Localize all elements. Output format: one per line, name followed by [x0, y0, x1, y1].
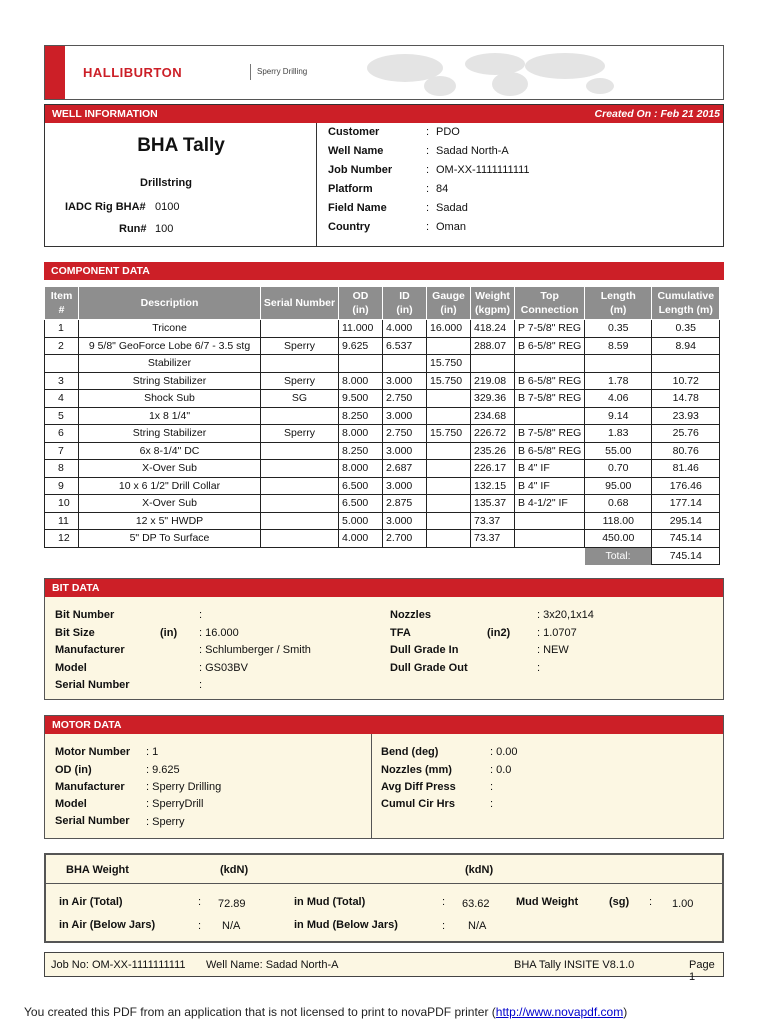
empty-cell [515, 547, 585, 565]
motor-od-value: : 9.625 [146, 764, 180, 776]
weight-cell: 73.37 [471, 530, 515, 548]
weight-cell: 219.08 [471, 372, 515, 390]
weight-cell: 135.37 [471, 495, 515, 513]
cumul-cir-hrs-value: : [490, 798, 494, 810]
nozzles-value: : 3x20,1x14 [537, 609, 594, 621]
motor-divider [371, 734, 372, 838]
serial-cell [261, 460, 339, 478]
id-cell: 4.000 [383, 320, 427, 338]
description-cell: 6x 8-1/4" DC [79, 442, 261, 460]
item-cell: 7 [45, 442, 79, 460]
serial-cell [261, 320, 339, 338]
nozzles-label: Nozzles [390, 609, 431, 621]
top-connection-cell: B 6-5/8" REG [515, 442, 585, 460]
description-cell: 12 x 5" HWDP [79, 512, 261, 530]
total-label: Total: [585, 547, 652, 565]
bit-model-label: Model [55, 662, 87, 674]
length-cell: 450.00 [585, 530, 652, 548]
cumulative-cell: 177.14 [652, 495, 720, 513]
serial-cell [261, 477, 339, 495]
item-cell: 2 [45, 337, 79, 355]
weight-cell: 418.24 [471, 320, 515, 338]
mud-total-colon: : [442, 896, 446, 908]
footer-page-number: Page 1 [689, 959, 715, 983]
id-cell: 3.000 [383, 512, 427, 530]
well-field-value: Sadad North-A [436, 145, 509, 157]
col-id: ID (in) [383, 287, 427, 320]
bit-size-unit: (in) [160, 627, 178, 639]
mud-weight-value: 1.00 [672, 898, 694, 910]
item-cell: 11 [45, 512, 79, 530]
gauge-cell: 15.750 [427, 372, 471, 390]
gauge-cell [427, 512, 471, 530]
mud-total-label: in Mud (Total) [294, 896, 366, 908]
id-cell [383, 355, 427, 373]
motor-manufacturer-label: Manufacturer [55, 781, 125, 793]
table-row [45, 407, 720, 425]
tfa-label: TFA [390, 627, 411, 639]
mud-below-colon: : [442, 920, 446, 932]
total-row [45, 547, 720, 565]
gauge-cell [427, 495, 471, 513]
motor-model-value: : SperryDrill [146, 798, 204, 810]
well-field-row [328, 221, 718, 240]
motor-manufacturer-value: : Sperry Drilling [146, 781, 222, 793]
serial-cell: Sperry [261, 372, 339, 390]
cumulative-cell: 0.35 [652, 320, 720, 338]
well-field-row [328, 183, 718, 202]
item-cell: 8 [45, 460, 79, 478]
run-label: Run# [119, 223, 147, 235]
run-value: 100 [155, 223, 174, 235]
description-cell: Tricone [79, 320, 261, 338]
cumulative-cell: 295.14 [652, 512, 720, 530]
top-connection-cell [515, 512, 585, 530]
logo-divider [250, 64, 251, 80]
od-cell: 8.250 [339, 407, 383, 425]
description-cell: String Stabilizer [79, 425, 261, 443]
id-cell: 2.875 [383, 495, 427, 513]
air-below-label: in Air (Below Jars) [59, 919, 156, 931]
air-below-colon: : [198, 920, 202, 932]
description-cell: Stabilizer [79, 355, 261, 373]
motor-data-header: MOTOR DATA [45, 716, 723, 734]
empty-cell [261, 547, 339, 565]
page-footer [44, 952, 724, 983]
motor-number-label: Motor Number [55, 746, 131, 758]
empty-cell [383, 547, 427, 565]
length-cell: 1.83 [585, 425, 652, 443]
serial-cell: SG [261, 390, 339, 408]
gauge-cell: 15.750 [427, 355, 471, 373]
col-cumulative: Cumulative Length (m) [652, 287, 720, 320]
well-field-value: 84 [436, 183, 449, 195]
gauge-cell: 16.000 [427, 320, 471, 338]
bend-label: Bend (deg) [381, 746, 439, 758]
cumulative-cell: 25.76 [652, 425, 720, 443]
od-cell: 8.250 [339, 442, 383, 460]
weight-cell: 226.17 [471, 460, 515, 478]
created-on: Created On : Feb 21 2015 [594, 108, 720, 120]
bha-weight-title: BHA Weight [66, 864, 129, 876]
table-row [45, 355, 720, 373]
iadc-value: 0100 [155, 201, 180, 213]
serial-cell [261, 530, 339, 548]
tfa-value: : 1.0707 [537, 627, 577, 639]
top-connection-cell: B 7-5/8" REG [515, 390, 585, 408]
table-header-row [45, 287, 720, 320]
header-red-bar [45, 46, 65, 99]
bit-serial-label: Serial Number [55, 679, 130, 691]
length-cell: 55.00 [585, 442, 652, 460]
motor-data-panel [44, 715, 724, 839]
length-cell [585, 355, 652, 373]
weight-cell: 234.68 [471, 407, 515, 425]
weight-cell: 226.72 [471, 425, 515, 443]
empty-cell [427, 547, 471, 565]
length-cell: 0.35 [585, 320, 652, 338]
description-cell: 10 x 6 1/2" Drill Collar [79, 477, 261, 495]
od-cell: 9.625 [339, 337, 383, 355]
license-close: ) [623, 1005, 628, 1019]
id-cell: 6.537 [383, 337, 427, 355]
serial-cell: Sperry [261, 425, 339, 443]
well-field-value: Sadad [436, 202, 468, 214]
item-cell: 12 [45, 530, 79, 548]
col-weight: Weight (kgpm) [471, 287, 515, 320]
item-cell: 5 [45, 407, 79, 425]
item-cell: 9 [45, 477, 79, 495]
bha-weight-divider [46, 883, 722, 884]
well-information-panel [44, 104, 724, 247]
description-cell: Shock Sub [79, 390, 261, 408]
table-row [45, 495, 720, 513]
well-field-row [328, 202, 718, 221]
well-field-colon: : [426, 221, 430, 233]
dull-grade-out-value: : [537, 662, 541, 674]
bit-serial-value: : [199, 679, 203, 691]
top-connection-cell: P 7-5/8" REG [515, 320, 585, 338]
gauge-cell [427, 530, 471, 548]
motor-nozzles-label: Nozzles (mm) [381, 764, 452, 776]
bha-weight-panel [44, 853, 724, 943]
id-cell: 2.687 [383, 460, 427, 478]
footer-job-no: Job No: OM-XX-1111111111 [51, 959, 186, 971]
gauge-cell [427, 477, 471, 495]
cumulative-cell: 10.72 [652, 372, 720, 390]
length-cell: 0.70 [585, 460, 652, 478]
gauge-cell [427, 390, 471, 408]
top-connection-cell [515, 530, 585, 548]
cumulative-cell: 176.46 [652, 477, 720, 495]
mud-weight-colon: : [649, 896, 653, 908]
mud-below-value: N/A [468, 920, 487, 932]
description-cell: X-Over Sub [79, 495, 261, 513]
top-connection-cell [515, 407, 585, 425]
motor-serial-value: : Sperry [146, 816, 185, 828]
weight-cell: 288.07 [471, 337, 515, 355]
od-cell: 8.000 [339, 460, 383, 478]
id-cell: 3.000 [383, 407, 427, 425]
bha-weight-unit-left: (kdN) [220, 864, 249, 876]
table-row [45, 530, 720, 548]
length-cell: 95.00 [585, 477, 652, 495]
cumulative-cell: 14.78 [652, 390, 720, 408]
page-header [44, 45, 724, 100]
well-field-label: Platform [328, 183, 373, 195]
bit-manufacturer-value: : Schlumberger / Smith [199, 644, 311, 656]
footer-app-version: BHA Tally INSITE V8.1.0 [514, 959, 635, 971]
od-cell: 8.000 [339, 372, 383, 390]
table-row [45, 337, 720, 355]
cumulative-cell: 23.93 [652, 407, 720, 425]
top-connection-cell [515, 355, 585, 373]
col-top-connection: Top Connection [515, 287, 585, 320]
bit-size-label: Bit Size [55, 627, 95, 639]
bit-data-header: BIT DATA [45, 579, 723, 597]
well-field-value: PDO [436, 126, 460, 138]
od-cell [339, 355, 383, 373]
well-field-row [328, 164, 718, 183]
drillstring-label: Drillstring [140, 177, 192, 189]
avg-diff-press-label: Avg Diff Press [381, 781, 456, 793]
gauge-cell: 15.750 [427, 425, 471, 443]
table-row [45, 477, 720, 495]
length-cell: 8.59 [585, 337, 652, 355]
well-field-label: Job Number [328, 164, 393, 176]
col-serial: Serial Number [261, 287, 339, 320]
total-value: 745.14 [652, 547, 720, 565]
col-gauge: Gauge (in) [427, 287, 471, 320]
od-cell: 4.000 [339, 530, 383, 548]
halliburton-logo: HALLIBURTON [83, 65, 183, 80]
weight-cell: 132.15 [471, 477, 515, 495]
motor-number-value: : 1 [146, 746, 159, 758]
dull-grade-in-label: Dull Grade In [390, 644, 459, 656]
od-cell: 6.500 [339, 495, 383, 513]
bit-size-value: : 16.000 [199, 627, 239, 639]
table-row [45, 442, 720, 460]
weight-cell: 235.26 [471, 442, 515, 460]
motor-nozzles-value: : 0.0 [490, 764, 512, 776]
well-field-row [328, 126, 718, 145]
od-cell: 9.500 [339, 390, 383, 408]
well-field-label: Country [328, 221, 371, 233]
id-cell: 3.000 [383, 477, 427, 495]
footer-well-name: Well Name: Sadad North-A [206, 959, 339, 971]
id-cell: 2.750 [383, 425, 427, 443]
section-title: WELL INFORMATION [52, 108, 158, 120]
bend-value: : 0.00 [490, 746, 518, 758]
weight-cell: 73.37 [471, 512, 515, 530]
item-cell [45, 355, 79, 373]
cumulative-cell: 745.14 [652, 530, 720, 548]
col-length: Length (m) [585, 287, 652, 320]
license-notice [0, 1005, 768, 1019]
dull-grade-out-label: Dull Grade Out [390, 662, 468, 674]
empty-cell [471, 547, 515, 565]
gauge-cell [427, 442, 471, 460]
description-cell: 1x 8 1/4" [79, 407, 261, 425]
component-data-header: COMPONENT DATA [44, 262, 724, 280]
air-total-value: 72.89 [218, 898, 246, 910]
item-cell: 6 [45, 425, 79, 443]
bit-model-value: : GS03BV [199, 662, 248, 674]
top-connection-cell: B 7-5/8" REG [515, 425, 585, 443]
od-cell: 11.000 [339, 320, 383, 338]
od-cell: 6.500 [339, 477, 383, 495]
cumulative-cell: 8.94 [652, 337, 720, 355]
top-connection-cell: B 6-5/8" REG [515, 337, 585, 355]
table-row [45, 460, 720, 478]
serial-cell [261, 512, 339, 530]
id-cell: 3.000 [383, 372, 427, 390]
item-cell: 10 [45, 495, 79, 513]
tfa-unit: (in2) [487, 627, 511, 639]
empty-cell [45, 547, 79, 565]
dull-grade-in-value: : NEW [537, 644, 569, 656]
empty-cell [79, 547, 261, 565]
cumulative-cell [652, 355, 720, 373]
well-field-label: Field Name [328, 202, 387, 214]
novapdf-link[interactable]: http://www.novapdf.com [495, 1005, 624, 1019]
od-cell: 8.000 [339, 425, 383, 443]
mud-total-value: 63.62 [462, 898, 490, 910]
top-connection-cell: B 4-1/2" IF [515, 495, 585, 513]
bit-data-panel [44, 578, 724, 700]
well-field-colon: : [426, 126, 430, 138]
description-cell: String Stabilizer [79, 372, 261, 390]
top-connection-cell: B 4" IF [515, 460, 585, 478]
id-cell: 2.700 [383, 530, 427, 548]
length-cell: 9.14 [585, 407, 652, 425]
well-information-header [45, 105, 723, 123]
length-cell: 4.06 [585, 390, 652, 408]
item-cell: 4 [45, 390, 79, 408]
length-cell: 0.68 [585, 495, 652, 513]
well-field-row [328, 145, 718, 164]
well-left-pane [45, 123, 317, 246]
sub-brand: Sperry Drilling [257, 67, 308, 76]
mud-below-label: in Mud (Below Jars) [294, 919, 398, 931]
description-cell: 9 5/8" GeoForce Lobe 6/7 - 3.5 stg [79, 337, 261, 355]
table-row [45, 320, 720, 338]
mud-weight-label: Mud Weight [516, 896, 579, 908]
well-field-value: Oman [436, 221, 466, 233]
length-cell: 118.00 [585, 512, 652, 530]
bit-number-value: : [199, 609, 203, 621]
serial-cell [261, 495, 339, 513]
top-connection-cell: B 6-5/8" REG [515, 372, 585, 390]
table-row [45, 372, 720, 390]
motor-serial-label: Serial Number [55, 815, 130, 827]
length-cell: 1.78 [585, 372, 652, 390]
well-field-label: Well Name [328, 145, 384, 157]
gauge-cell [427, 337, 471, 355]
col-item: Item # [45, 287, 79, 320]
table-row [45, 390, 720, 408]
document-title: BHA Tally [137, 135, 225, 156]
cumulative-cell: 81.46 [652, 460, 720, 478]
serial-cell [261, 355, 339, 373]
air-below-value: N/A [222, 920, 241, 932]
well-field-colon: : [426, 183, 430, 195]
well-field-value: OM-XX-1111111111 [436, 164, 530, 176]
license-text: You created this PDF from an application that is not licensed to print to novaPDF printer ( [24, 1005, 496, 1019]
motor-od-label: OD (in) [55, 764, 92, 776]
table-row [45, 512, 720, 530]
gauge-cell [427, 407, 471, 425]
col-description: Description [79, 287, 261, 320]
well-field-colon: : [426, 164, 430, 176]
description-cell: X-Over Sub [79, 460, 261, 478]
motor-model-label: Model [55, 798, 87, 810]
well-field-colon: : [426, 202, 430, 214]
id-cell: 3.000 [383, 442, 427, 460]
component-table [44, 286, 720, 565]
weight-cell [471, 355, 515, 373]
iadc-label: IADC Rig BHA# [65, 201, 146, 213]
well-field-label: Customer [328, 126, 380, 138]
item-cell: 3 [45, 372, 79, 390]
well-field-colon: : [426, 145, 430, 157]
bha-weight-unit-right: (kdN) [465, 864, 494, 876]
serial-cell [261, 407, 339, 425]
id-cell: 2.750 [383, 390, 427, 408]
bit-number-label: Bit Number [55, 609, 115, 621]
serial-cell [261, 442, 339, 460]
od-cell: 5.000 [339, 512, 383, 530]
cumul-cir-hrs-label: Cumul Cir Hrs [381, 798, 455, 810]
cumulative-cell: 80.76 [652, 442, 720, 460]
air-total-label: in Air (Total) [59, 896, 123, 908]
avg-diff-press-value: : [490, 781, 494, 793]
item-cell: 1 [45, 320, 79, 338]
col-od: OD (in) [339, 287, 383, 320]
gauge-cell [427, 460, 471, 478]
bit-manufacturer-label: Manufacturer [55, 644, 125, 656]
table-row [45, 425, 720, 443]
world-map-graphic [345, 46, 645, 99]
top-connection-cell: B 4" IF [515, 477, 585, 495]
empty-cell [339, 547, 383, 565]
air-total-colon: : [198, 896, 202, 908]
mud-weight-unit: (sg) [609, 896, 630, 908]
serial-cell: Sperry [261, 337, 339, 355]
weight-cell: 329.36 [471, 390, 515, 408]
description-cell: 5" DP To Surface [79, 530, 261, 548]
